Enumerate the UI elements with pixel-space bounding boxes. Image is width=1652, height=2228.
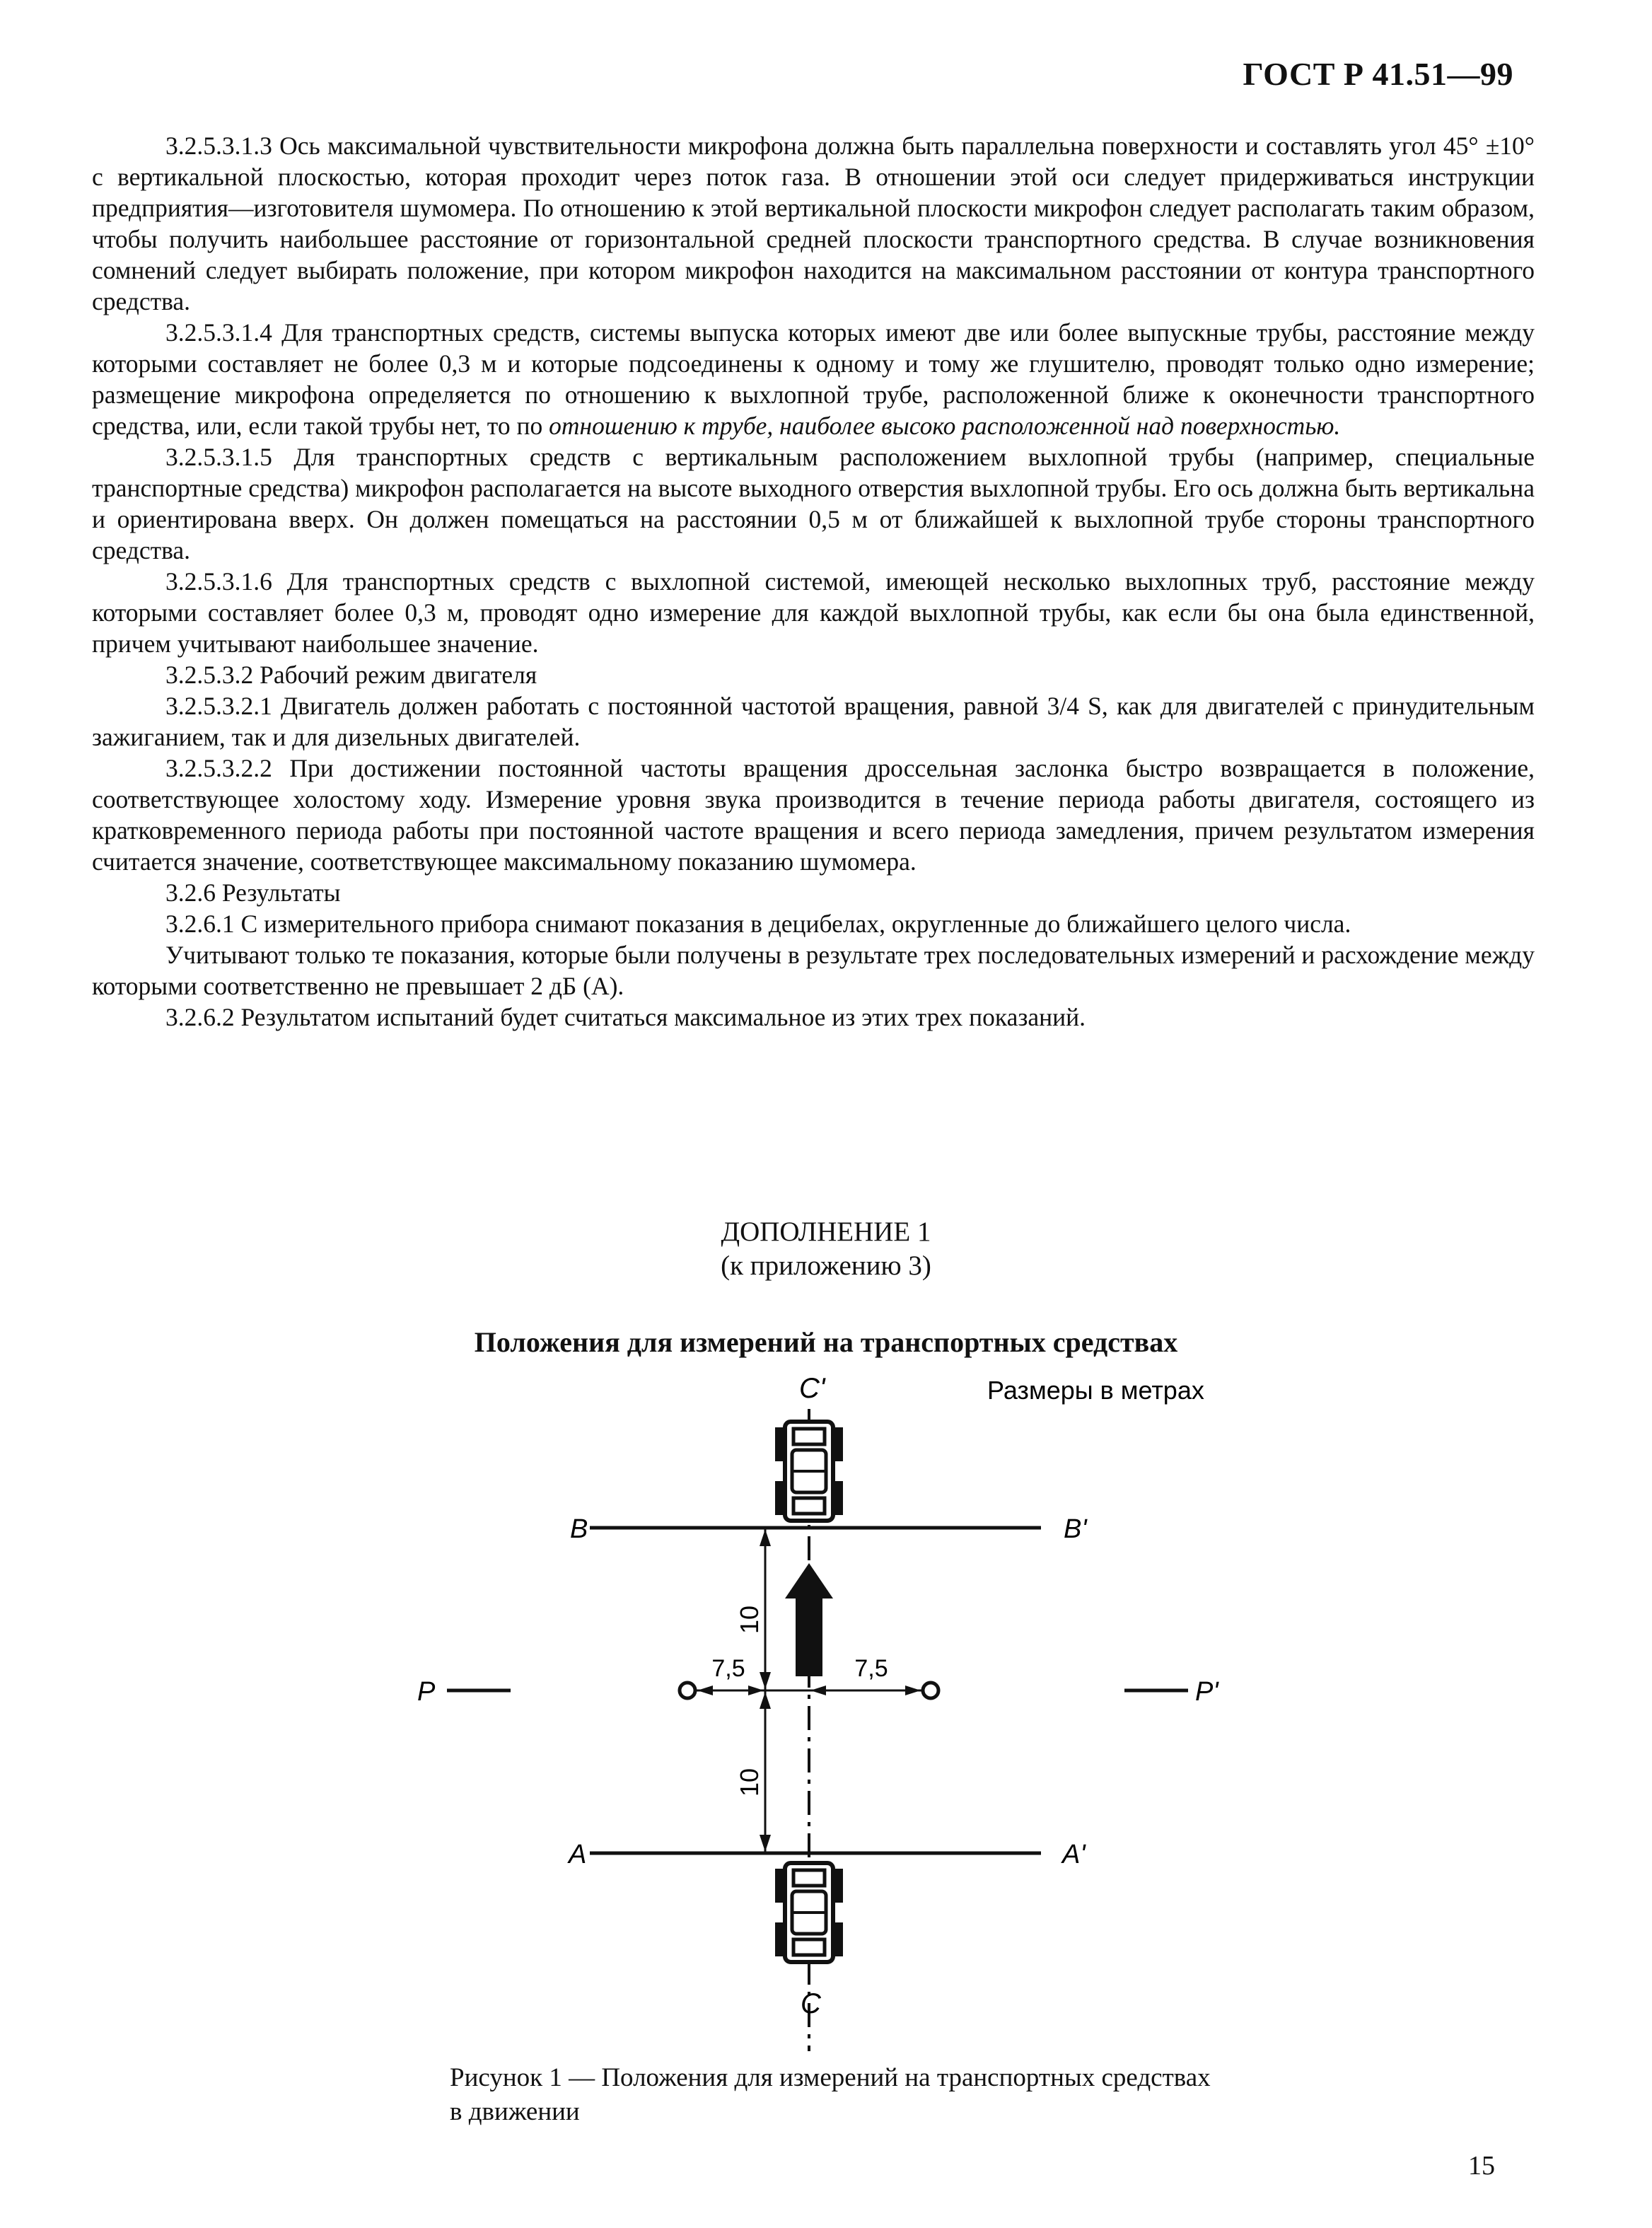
paragraph-3-2-5-3-1-6: 3.2.5.3.1.6 Для транспортных средств с выхлопной системой, имеющей несколько выхлопных труб, расстояние между которыми составляет более 0,3 м, проводят одно измерение для каждой выхлопной трубы, как если бы она была единственной, причем учитывают наибольшее значение. xyxy=(92,567,1535,658)
body-text xyxy=(92,130,1535,1033)
supplement-title: ДОПОЛНЕНИЕ 1 xyxy=(721,1217,931,1247)
dimension-upper-10: 10 xyxy=(735,1605,764,1635)
paragraph-3-2-5-3-2-2: 3.2.5.3.2.2 При достижении постоянной частоты вращения дроссельная заслонка быстро возвращается в положение, соответствующее холостому ходу. Измерение уровня звука производится в течение периода работы двигателя, состоящего из кратковременного периода работы при постоянной частоте вращения и всего периода замедления, причем результатом измерения считается значение, соответствующее максимальному показанию шумомера. xyxy=(92,754,1535,876)
direction-arrow-icon xyxy=(785,1563,833,1676)
paragraph-3-2-5-3-2-1: 3.2.5.3.2.1 Двигатель должен работать с постоянной частотой вращения, равной 3/4 S, как для двигателей с принудительным зажиганием, так и для дизельных двигателей. xyxy=(92,692,1535,751)
page-number: 15 xyxy=(1468,2151,1495,2181)
microphone-left-icon xyxy=(680,1683,695,1698)
label-b-prime: B' xyxy=(1064,1514,1087,1544)
units-note: Размеры в метрах xyxy=(987,1376,1204,1405)
vehicle-top-icon xyxy=(775,1422,843,1521)
supplement-subtitle: (к приложению 3) xyxy=(721,1251,931,1281)
measurement-positions-diagram xyxy=(0,1365,1652,2058)
label-c-prime: C' xyxy=(799,1373,825,1404)
paragraph-3-2-5-3-1-4 xyxy=(92,317,1535,441)
dimension-right-7-5: 7,5 xyxy=(854,1655,888,1682)
paragraph-readings: Учитывают только те показания, которые были получены в результате трех последовательных измерений и расхождение между которыми соответственно не превышает 2 дБ (А). xyxy=(92,941,1535,1000)
label-a: A xyxy=(569,1840,587,1869)
dimension-left-7-5: 7,5 xyxy=(711,1655,745,1682)
microphone-right-icon xyxy=(923,1683,938,1698)
label-p: P xyxy=(417,1677,436,1707)
paragraph-3-2-6-2: 3.2.6.2 Результатом испытаний будет считаться максимальное из этих трех показаний. xyxy=(165,1003,1086,1031)
label-p-prime: P' xyxy=(1195,1677,1218,1707)
figure-caption: Рисунок 1 — Положения для измерений на транспортных средствах в движении xyxy=(450,2063,1211,2126)
label-b: B xyxy=(570,1514,588,1544)
paragraph-3-2-5-3-1-4-italic-tail: отношению к трубе, наиболее высоко расположенной над поверхностью. xyxy=(549,412,1341,440)
heading-3-2-5-3-2: 3.2.5.3.2 Рабочий режим двигателя xyxy=(165,661,537,689)
heading-3-2-6: 3.2.6 Результаты xyxy=(165,878,341,907)
standard-code-header: ГОСТ Р 41.51—99 xyxy=(1243,56,1513,92)
label-a-prime: A' xyxy=(1062,1840,1086,1869)
paragraph-3-2-5-3-1-3: 3.2.5.3.1.3 Ось максимальной чувствительности микрофона должна быть параллельна поверхности и составлять угол 45° ±10° с вертикальной плоскостью, которая проходит через поток газа. В отношении этой оси следует придерживаться инструкции предприятия—изготовителя шумомера. По отношению к этой вертикальной плоскости микрофон следует располагать таким образом, чтобы получить наибольшее расстояние от горизонтальной средней плоскости транспортного средства. В случае возникновения сомнений следует выбирать положение, при котором микрофон находится на максимальном расстоянии от контура транспортного средства. xyxy=(92,132,1535,315)
label-c: C xyxy=(801,1988,821,2019)
supplement-heading xyxy=(0,1215,1652,1283)
paragraph-3-2-5-3-1-5: 3.2.5.3.1.5 Для транспортных средств с вертикальным расположением выхлопной трубы (например, специальные транспортные средства) микрофон располагается на высоте выходного отверстия выхлопной трубы. Его ось должна быть вертикальна и ориентирована вверх. Он должен помещаться на расстоянии 0,5 м от ближайшей к выхлопной трубе стороны транспортного средства. xyxy=(92,443,1535,564)
paragraph-3-2-5-3-1-4-main: 3.2.5.3.1.4 Для транспортных средств, системы выпуска которых имеют две или более выпускные трубы, расстояние между которыми составляет не более 0,3 м и которые подсоединены к одному и тому же глушителю, проводят только одно измерение; размещение микрофона определяется по отношению к выхлопной трубе, расположенной ближе к оконечности транспортного средства, или, если такой трубы нет, то по xyxy=(92,318,1535,440)
paragraph-3-2-6-1: 3.2.6.1 С измерительного прибора снимают показания в децибелах, округленные до ближайшего целого числа. xyxy=(165,910,1351,938)
dimension-lower-10: 10 xyxy=(735,1768,764,1797)
vehicle-bottom-icon xyxy=(775,1863,843,1962)
figure-title: Положения для измерений на транспортных средствах xyxy=(474,1326,1178,1358)
